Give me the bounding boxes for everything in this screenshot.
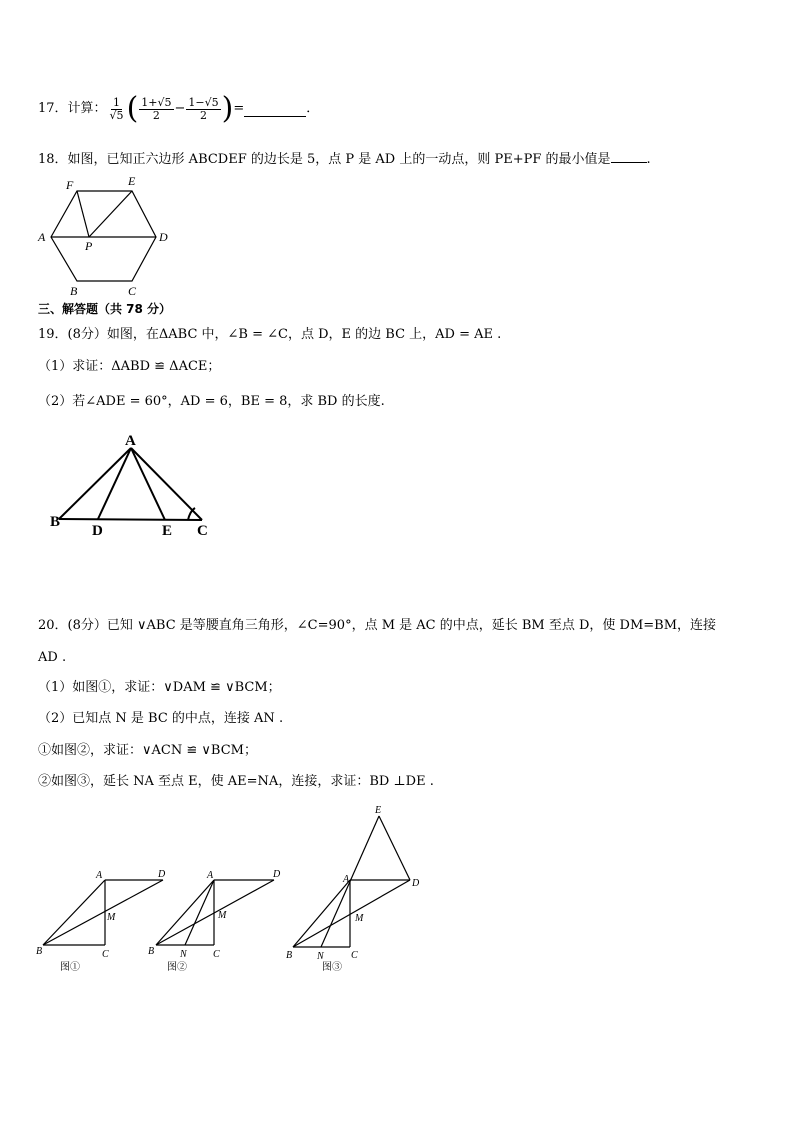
fig2-label-D: D: [273, 869, 281, 880]
q18-text: 18．如图，已知正六边形 ABCDEF 的边长是 5，点 P 是 AD 上的一动点，则 PE+PF 的最小值是: [38, 152, 611, 167]
segment-FP: [77, 191, 89, 237]
q19-part2: （2）若∠ADE = 60°，AD = 6，BE = 8，求 BD 的长度.: [38, 394, 385, 409]
segment-AC: [131, 448, 202, 520]
q17-frac1-num: 1: [113, 95, 121, 109]
q17-minus: −: [174, 101, 186, 116]
q17-left-paren: (: [126, 91, 139, 126]
q17-fraction-3: [186, 97, 220, 122]
fig1-label-M: M: [107, 912, 116, 923]
fig2-label-B: B: [148, 946, 155, 957]
fig1-label-B: B: [36, 946, 43, 957]
fig3-label-C: C: [351, 950, 358, 961]
figure-3: [293, 816, 410, 947]
q17-fraction-2: [139, 97, 173, 122]
fig2-label-M: M: [218, 910, 227, 921]
q18-line: [38, 149, 651, 169]
segment-BC: [59, 519, 202, 520]
fig3-label-N: N: [317, 951, 324, 962]
fig2-label-N: N: [180, 949, 187, 960]
fig3-label-M: M: [355, 913, 364, 924]
segment-EP: [89, 191, 132, 237]
label-C: C: [128, 284, 137, 298]
angle-C-mark: [188, 508, 195, 520]
q17-frac2-den: 2: [152, 108, 160, 122]
fig1-label-A: A: [96, 870, 103, 881]
q17-right-paren: ): [221, 91, 234, 126]
fig1-caption: 图①: [60, 962, 80, 973]
q17-line: [38, 92, 319, 126]
fig2-label-C: C: [213, 949, 220, 960]
segment-AE: [131, 448, 165, 520]
label-A: A: [125, 433, 136, 449]
q20-part1: （1）如图①，求证：∨DAM ≌ ∨BCM；: [38, 680, 281, 695]
section-3-title: 三、解答题（共 78 分）: [38, 302, 172, 316]
q17-end: ．: [306, 101, 320, 116]
q20-sub2: ②如图③，延长 NA 至点 E，使 AE=NA，连接，求证：BD ⊥DE .: [38, 774, 434, 789]
q20-stem-line1: 20．(8分）已知 ∨ABC 是等腰直角三角形，∠C=90°，点 M 是 AC 的中点，延长 BM 至点 D，使 DM=BM，连接: [38, 618, 717, 633]
segment-AB: [59, 448, 131, 519]
q17-frac2-num: 1+√5: [141, 95, 172, 109]
label-C: C: [197, 523, 208, 539]
fig1-label-C: C: [102, 949, 109, 960]
fig3-label-B: B: [286, 950, 293, 961]
q19-stem: 19．(8分）如图，在ΔABC 中，∠B = ∠C，点 D，E 的边 BC 上，AD = AE .: [38, 327, 502, 342]
hexagon-outline: [51, 191, 156, 281]
figure-1: [43, 880, 163, 945]
fig2-caption: 图②: [167, 962, 187, 973]
q17-fraction-1: [108, 97, 126, 122]
figure-2: [156, 880, 274, 945]
segment-AD: [98, 448, 131, 519]
label-D: D: [92, 523, 103, 539]
q19-part1: （1）求证：ΔABD ≌ ΔACE；: [38, 359, 221, 374]
q17-frac3-num: 1−√5: [188, 95, 219, 109]
fig2-label-A: A: [207, 870, 214, 881]
q20-stem-line2: AD .: [38, 650, 67, 665]
q17-answer-blank: [244, 102, 306, 117]
label-A: A: [38, 230, 46, 244]
q18-hexagon-figure: [30, 170, 180, 302]
label-E: E: [128, 174, 136, 188]
q20-figures: [30, 800, 450, 980]
q17-equals: =: [233, 101, 245, 116]
label-F: F: [66, 178, 74, 192]
fig3-label-A: A: [343, 874, 350, 885]
fig3-caption: 图③: [322, 962, 342, 973]
fig1-label-D: D: [158, 869, 166, 880]
q18-answer-blank: [611, 149, 647, 163]
label-B: B: [70, 284, 78, 298]
label-D: D: [159, 230, 168, 244]
q18-end: .: [646, 152, 651, 167]
fig3-label-D: D: [412, 878, 420, 889]
q20-part2: （2）已知点 N 是 BC 的中点，连接 AN .: [38, 711, 284, 726]
q17-prefix: 17．计算：: [38, 101, 107, 116]
q20-sub1: ①如图②，求证：∨ACN ≌ ∨BCM；: [38, 743, 257, 758]
q17-frac1-den: √5: [109, 108, 124, 122]
q17-frac3-den: 2: [200, 108, 208, 122]
label-P: P: [85, 239, 93, 253]
fig3-label-E: E: [375, 805, 382, 816]
q19-triangle-figure: [40, 428, 225, 543]
label-E: E: [162, 523, 173, 539]
label-B: B: [50, 514, 61, 530]
